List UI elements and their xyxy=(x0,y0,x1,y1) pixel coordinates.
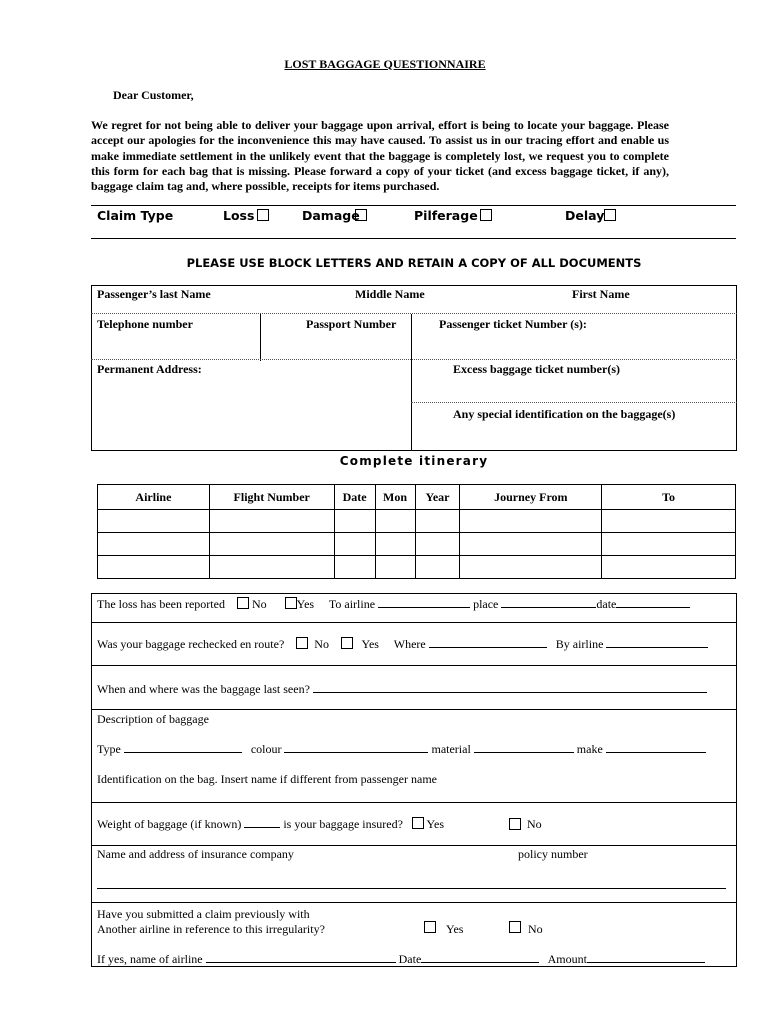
row-divider xyxy=(91,665,737,666)
claim-previous-yes-label: Yes xyxy=(446,922,464,936)
if-yes-label: If yes, name of airline xyxy=(97,952,203,966)
to-airline-field[interactable] xyxy=(378,598,470,608)
row-divider xyxy=(91,902,737,903)
itinerary-cell[interactable] xyxy=(460,510,602,533)
itinerary-cell[interactable] xyxy=(209,533,334,556)
policy-number-label: policy number xyxy=(518,847,588,861)
claim-delay-checkbox[interactable] xyxy=(604,209,616,221)
col-flight-number: Flight Number xyxy=(209,485,334,510)
col-date: Date xyxy=(334,485,375,510)
other-airline-field[interactable] xyxy=(206,953,396,963)
col-journey-from: Journey From xyxy=(460,485,602,510)
page-title: LOST BAGGAGE QUESTIONNAIRE xyxy=(284,57,486,71)
insurance-field[interactable] xyxy=(97,888,726,889)
itinerary-cell[interactable] xyxy=(375,533,415,556)
itinerary-cell[interactable] xyxy=(98,556,210,579)
itinerary-cell[interactable] xyxy=(98,533,210,556)
claim-pilferage-checkbox[interactable] xyxy=(480,209,492,221)
make-label: make xyxy=(576,742,603,756)
row-divider xyxy=(91,709,737,710)
itinerary-cell[interactable] xyxy=(460,533,602,556)
insured-no-label: No xyxy=(527,817,542,831)
itinerary-cell[interactable] xyxy=(98,510,210,533)
make-field[interactable] xyxy=(606,743,706,753)
loss-reported-row xyxy=(97,597,690,612)
greeting: Dear Customer, xyxy=(113,88,194,102)
identification-label: Identification on the bag. Insert name if different from passenger name xyxy=(97,772,437,786)
claim-previous-label-1: Have you submitted a claim previously with xyxy=(97,907,310,921)
itinerary-header-row xyxy=(98,485,736,510)
claim-damage-checkbox[interactable] xyxy=(355,209,367,221)
special-id-label: Any special identification on the baggage(s) xyxy=(453,407,676,421)
loss-reported-label: The loss has been reported xyxy=(97,597,225,611)
rechecked-row xyxy=(97,637,708,652)
itinerary-cell[interactable] xyxy=(415,510,460,533)
claim-loss-checkbox[interactable] xyxy=(257,209,269,221)
yes-label: Yes xyxy=(361,637,379,651)
itinerary-cell[interactable] xyxy=(602,510,736,533)
ticket-number-label: Passenger ticket Number (s): xyxy=(439,317,587,331)
passport-label: Passport Number xyxy=(306,317,397,331)
address-label: Permanent Address: xyxy=(97,362,202,376)
itinerary-cell[interactable] xyxy=(602,533,736,556)
last-seen-field[interactable] xyxy=(313,683,707,693)
col-mon: Mon xyxy=(375,485,415,510)
where-label: Where xyxy=(393,637,426,651)
where-field[interactable] xyxy=(429,638,547,648)
claim-previous-label-2: Another airline in reference to this irregularity? xyxy=(97,922,325,936)
itinerary-cell[interactable] xyxy=(209,556,334,579)
itinerary-cell[interactable] xyxy=(460,556,602,579)
col-airline: Airline xyxy=(98,485,210,510)
to-airline-label: To airline xyxy=(328,597,376,611)
if-yes-row xyxy=(97,952,705,967)
claim-previous-no-checkbox[interactable] xyxy=(509,921,521,933)
no-label: No xyxy=(251,597,267,611)
itinerary-cell[interactable] xyxy=(415,533,460,556)
type-label: Type xyxy=(97,742,121,756)
rechecked-yes-checkbox[interactable] xyxy=(341,637,353,649)
telephone-label: Telephone number xyxy=(97,317,193,331)
if-yes-date-field[interactable] xyxy=(421,953,539,963)
type-row xyxy=(97,742,706,757)
material-label: material xyxy=(431,742,471,756)
middle-name-label: Middle Name xyxy=(355,287,425,301)
claim-pilferage: Pilferage xyxy=(414,208,478,223)
claim-delay: Delay xyxy=(565,208,605,223)
claim-loss: Loss xyxy=(223,208,255,223)
itinerary-cell[interactable] xyxy=(375,510,415,533)
last-seen-label: When and where was the baggage last seen? xyxy=(97,682,310,696)
itinerary-cell[interactable] xyxy=(334,510,375,533)
itinerary-row[interactable] xyxy=(98,533,736,556)
itinerary-row[interactable] xyxy=(98,510,736,533)
place-label: place xyxy=(473,597,499,611)
intro-paragraph: We regret for not being able to deliver your baggage upon arrival, effort is being to locate your baggage. Please accept our apologies for the inconvenience this may have caused. To assist us in our tracing effort and enable us make immediate settlement in the unlikely event that the baggage is completely lost, we request you to complete this form for each bag that is missing. Please forward a copy of your ticket (and excess baggage ticket, if any), baggage claim tag and, where possible, receipts for items purchased. xyxy=(91,118,669,194)
colour-field[interactable] xyxy=(284,743,428,753)
insurance-company-label: Name and address of insurance company xyxy=(97,847,294,861)
weight-field[interactable] xyxy=(244,818,280,828)
row-divider xyxy=(91,845,737,846)
col-to: To xyxy=(602,485,736,510)
phone-row-divider xyxy=(91,359,737,360)
colour-label: colour xyxy=(250,742,282,756)
claim-previous-no-label: No xyxy=(528,922,543,936)
excess-ticket-label: Excess baggage ticket number(s) xyxy=(453,362,620,376)
by-airline-label: By airline xyxy=(555,637,604,651)
telephone-divider xyxy=(260,314,261,361)
date-label: date xyxy=(596,597,617,611)
itinerary-cell[interactable] xyxy=(334,533,375,556)
row-divider xyxy=(91,802,737,803)
description-label: Description of baggage xyxy=(97,712,209,726)
yes-label: Yes xyxy=(296,597,315,611)
itinerary-table xyxy=(97,484,736,579)
insured-no-checkbox[interactable] xyxy=(509,818,521,830)
material-field[interactable] xyxy=(474,743,574,753)
claim-bottom-rule xyxy=(91,238,736,239)
no-label: No xyxy=(314,637,329,651)
if-yes-date-label: Date xyxy=(398,952,422,966)
name-row-divider xyxy=(91,313,737,314)
rechecked-label: Was your baggage rechecked en route? xyxy=(97,637,285,651)
amount-field[interactable] xyxy=(587,953,705,963)
type-field[interactable] xyxy=(124,743,242,753)
row-divider xyxy=(91,622,737,623)
date-field[interactable] xyxy=(616,598,690,608)
itinerary-title: Complete itinerary xyxy=(339,454,489,468)
block-letters-notice: PLEASE USE BLOCK LETTERS AND RETAIN A COPY OF ALL DOCUMENTS xyxy=(186,256,642,270)
amount-label: Amount xyxy=(547,952,587,966)
itinerary-cell[interactable] xyxy=(209,510,334,533)
reported-no-checkbox[interactable] xyxy=(237,597,249,609)
yes-label: Yes xyxy=(426,817,444,831)
reported-yes-checkbox[interactable] xyxy=(285,597,297,609)
itinerary-cell[interactable] xyxy=(375,556,415,579)
insured-yes-checkbox[interactable] xyxy=(412,817,424,829)
claim-damage: Damage xyxy=(302,208,360,223)
rechecked-no-checkbox[interactable] xyxy=(296,637,308,649)
itinerary-cell[interactable] xyxy=(415,556,460,579)
place-field[interactable] xyxy=(501,598,596,608)
first-name-label: First Name xyxy=(572,287,630,301)
claim-top-rule xyxy=(91,205,736,206)
itinerary-row[interactable] xyxy=(98,556,736,579)
col-year: Year xyxy=(415,485,460,510)
weight-row xyxy=(97,817,444,832)
claim-type-label: Claim Type xyxy=(97,208,174,223)
by-airline-field[interactable] xyxy=(606,638,708,648)
insured-label: is your baggage insured? xyxy=(283,817,403,831)
claim-previous-yes-checkbox[interactable] xyxy=(424,921,436,933)
excess-row-divider xyxy=(411,402,737,403)
itinerary-cell[interactable] xyxy=(602,556,736,579)
last-seen-row xyxy=(97,682,707,697)
itinerary-cell[interactable] xyxy=(334,556,375,579)
ticket-divider xyxy=(411,314,412,451)
last-name-label: Passenger’s last Name xyxy=(97,287,211,301)
weight-label: Weight of baggage (if known) xyxy=(97,817,242,831)
